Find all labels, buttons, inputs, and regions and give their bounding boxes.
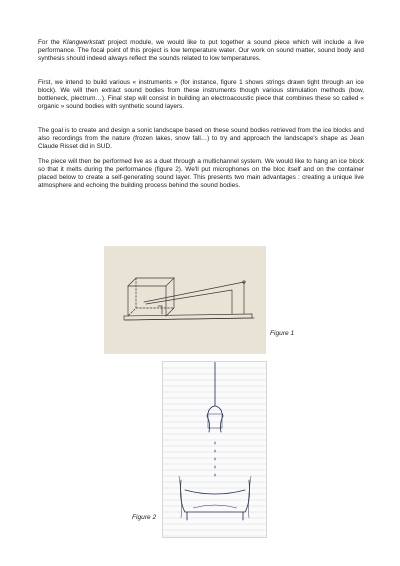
figure-2-caption: Figure 2 [132,514,157,521]
paragraph-performance: The piece will then be performed live as a duet through a multichannel system. We would like to hang an ice block so that it melts during the performance (figure 2). We'll put microphones on the bloc itself and on the container placed below to create a self-generating sound layer. This presents two main advantages : creating a unique live atmosphere and echoing the building process behind the sound bodies. [38,158,364,190]
figure-1-caption: Figure 1 [270,330,295,337]
figure-2-sketch [162,361,267,538]
paragraph-instruments: First, we intend to build various « instruments » (for instance, figure 1 shows strings drawn tight through an ice block). We will then extract sound bodies from these instruments though various stimulation methods (bow, bottleneck, plectrum…). Final step will consist in building an electroacoustic piece that combines these so called « organic » sound bodies with synthetic sound layers. [38,79,364,111]
paragraph-goal: The goal is to create and design a sonic landscape based on these sound bodies retrieved from the ice blocks and also recordings from the nature (frozen lakes, snow fall…) to try and approach the landscape's shape as Jean Claude Risset did in SUD. [38,127,364,151]
paragraph-intro: For the Klangwerkstatt project module, we would like to put together a sound piece which will include a live performance. The focal point of this project is low temperature water. Our work on sound matter, sound body and synthesis should indeed always reflect the sounds related to low temperatures. [38,39,364,63]
figure-1-sketch [104,246,266,354]
project-name: Klangwerkstatt [62,39,105,46]
